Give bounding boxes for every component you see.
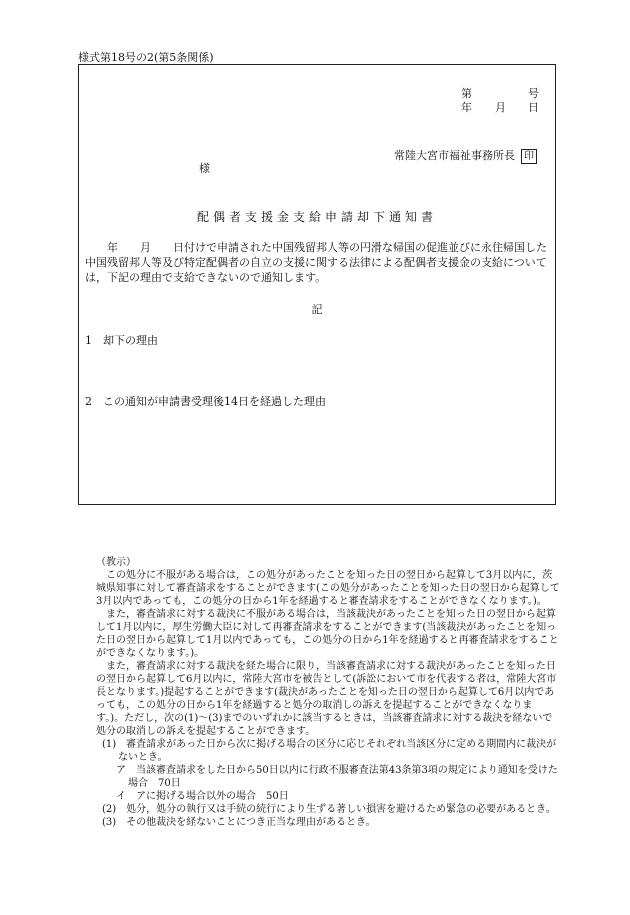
date-day: 日	[528, 101, 539, 114]
number-prefix: 第	[461, 87, 472, 100]
form-number-label: 様式第18号の2(第5条関係)	[78, 51, 214, 64]
notice-heading: （教示）	[96, 557, 136, 568]
document-title: 配偶者支援金支給申請却下通知書	[196, 210, 437, 224]
notice-item-1b: イ アに掲げる場合以外の場合 50日	[116, 791, 289, 802]
notice-item-3: (3) その他裁決を経ないことにつき正当な理由があるとき。	[102, 817, 376, 828]
addressee-suffix: 様	[199, 162, 210, 175]
notice-paragraph-1: この処分に不服がある場合は，この処分があったことを知った日の翌日から起算して3月以内に，茨城県知事に対して審査請求をすることができます(この処分があったことを知った日の翌日から起算して3月以内であっても，この処分の日から1年を経過すると審査請求をすることができなくなります。)。	[96, 570, 560, 607]
notice-form-frame	[78, 64, 556, 505]
delay-reason-label: 2 この通知が申請書受理後14日を経過した理由	[85, 395, 326, 408]
notice-paragraph-2: また，審査請求に対する裁決に不服がある場合は，当該裁決があったことを知った日の翌日から起算して1月以内に，厚生労働大臣に対して再審査請求をすることができます(当該裁決があったことを知った日の翌日から起算して1月以内であっても，この処分の日から1年を経過すると再審査請求をすることができなくなります。)。	[96, 609, 559, 659]
notice-paragraph-3: また，審査請求に対する裁決を経た場合に限り，当該審査請求に対する裁決があったことを知った日の翌日から起算して6月以内に，常陸大宮市を被告として(訴訟において市を代表する者は，常陸大宮市長となります。)提起することができます(裁決があったことを知った日の翌日から起算して6月以内であっても，この処分の日から1年を経過すると処分の取消しの訴えを提起することができなくなります。)。ただし，次の(1)～(3)までのいずれかに該当するときは，当該審査請求に対する裁決を経ないで処分の取消しの訴えを提起することができます。	[96, 661, 557, 737]
body-paragraph: 年 月 日付けで申請された中国残留邦人等の円滑な帰国の促進並びに永住帰国した中国残留邦人等及び特定配偶者の自立の支援に関する法律による配偶者支援金の支給については，下記の理由で支給できないので通知します。	[85, 241, 547, 284]
date-year: 年	[461, 101, 472, 114]
ki-heading: 記	[311, 303, 323, 316]
instruction-notice	[96, 556, 560, 829]
date-month: 月	[495, 101, 506, 114]
rejection-reason-label: 1 却下の理由	[85, 334, 158, 347]
notice-item-1: (1) 審査請求があった日から次に掲げる場合の区分に応じそれぞれ当該区分に定める期間内に裁決がないとき。	[102, 739, 557, 763]
notice-item-2: (2) 処分，処分の執行又は手続の続行により生ずる著しい損害を避けるため緊急の必要があるとき。	[102, 804, 556, 815]
sender-line	[394, 147, 537, 164]
seal-mark: 印	[521, 149, 537, 164]
notice-item-1a: ア 当該審査請求をした日から50日以内に行政不服審査法第43条第3項の規定により通知を受けた場合 70日	[116, 765, 558, 789]
sender-name: 常陸大宮市福祉事務所長	[394, 149, 515, 162]
number-suffix: 号	[528, 87, 539, 100]
